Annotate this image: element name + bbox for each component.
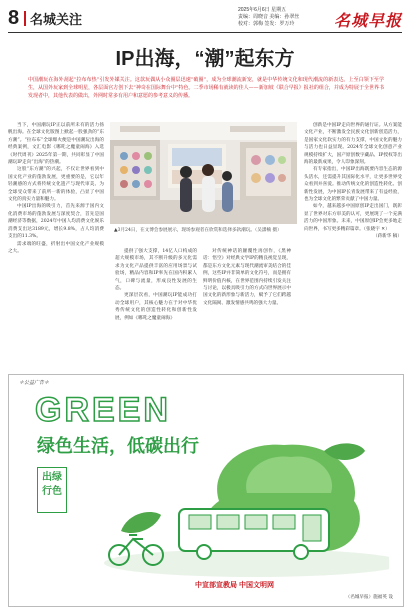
article-column-4 — [304, 122, 402, 370]
eco-illustration — [69, 431, 389, 581]
seal-line: 出绿 — [42, 472, 62, 483]
paragraph: 对传统神话的颠覆性再创作，《黑神话：悟空》对经典文学IP的精良视觉呈现，都是东方文化元素与现代潮流审美结合的佳例，这些IP并非简单的文化符号，而是拥有鲜明价值内核，在世界范围内持续引发关注与讨论，以极具吸引力的方式向世界展示中国文化的新形象与新活力，赋予了它们跨越文化隔阂、激发情感共鸣的强大力量。 — [203, 249, 291, 306]
issue-proofreaders: 校对：郭梅 签发：罗万玲 — [238, 21, 295, 27]
paragraph: 需求端的旺盛，折射出中国文化产业规模之大。 — [8, 241, 104, 254]
photo-caption: ▲3月24日，在文博会参展展示，现场参观者在欣赏和选择多款潮玩。（吴潇楠 摄） — [114, 228, 282, 233]
article-lead: 中国潮玩在海外刮起“拉布布热”引发外媒关注。这款玩偶从小众圈层迅速“破圈”，成为全球潮流新宠，就是中华传统文化和现代潮流的新表达。上至白领下至学生，从国外玩家到全球明星，各层面官方创下去“神奇在国际舞台中”特色。二季市场稀有就读的佳人——新加坡《联合早报》报社的组合，并成为特展于全世界书发现者中，其他代表的做出，外网时常多有用户和意愿的参考意义的传播。 — [28, 77, 384, 99]
section-title: 名城关注 — [30, 12, 83, 27]
paragraph: 更深层次看，中国潮玩IP能成功打动全球用户，其核心魅力在于对中华优秀传统文化的创造性转化和创新性发展，例如《哪吒之魔童闹海》 — [115, 293, 197, 321]
paragraph: 提供了强大支撑，14亿人口构成的超大规模市场，其不断升级的多元化需求为文化产品提供丰富的应用场景与试验场，精品内容和IP率先在国内积累人气，口碑与流量，形成良性发展的生态。 — [115, 249, 197, 292]
paragraph: 创新是中国IP走向世界的通行证。从方案能文化产业，不断激发全民族文化创新创造活力，是国家文化软实力的有力支撑，中国文化的魅力与活力也日益显现。2024年全球文化创意产业规模持续扩大，国产原创数字藏品、IP授权等出海的最新成果，令人印象深刻。 — [304, 123, 402, 166]
public-service-ad — [8, 374, 404, 607]
ad-title: GREEN — [35, 391, 171, 429]
paragraph: 这股“东方潮”的兴起，不仅让世界看到中国文化产业的蓬勃发展，更重要的是，它以年轻潮感的方式将传统文化遗产与现代审美、为全球受众带来了前所一新的体验，凸显了中国文化的真实力量和魅力。 — [8, 167, 104, 203]
page-header — [8, 6, 402, 33]
issue-editors: 责编：周晓音 美编：孙翠丝 — [238, 14, 300, 20]
page-number: 8 — [8, 7, 20, 29]
article-column-2 — [115, 248, 197, 370]
ad-slogan: 绿色生活，低碳出行 — [37, 436, 199, 456]
paragraph: 当下，中国潮玩IP正以前所未有的活力扬帆出海。在全球文化版图上掀起一股强劲的“东方潮”。“拉布布”全球爆火便是中国潮玩出海的经典案例，文汇电影《哪吒之魔童闹海》入选《时代周刊》2025年第一期，共同彰显了中国潮玩IP走向“出海”的热潮。 — [8, 123, 104, 166]
ad-seal — [37, 467, 67, 513]
paragraph: 中国IP出海的吸引力，首先来源于国内文化消费市场的蓬勃发展与深度契合，首先是国潮经济等数据，2024年中国人均消费文化娱乐消费支出达3189元，增长9.8%，占人均消费支出的11.3%。 — [8, 204, 104, 240]
exhibition-photo — [110, 122, 297, 224]
article-column-1 — [8, 122, 104, 370]
article-column-3 — [203, 248, 291, 370]
paragraph: 有专家指出，中国IP出海既要内容生态的源头活水，还需提升其国际化水平，让更多世界受众看到并喜爱。推动传统文化的创造性转化、创新性发展，为中国IP长青发展带来了有益经验，也为全球文化的繁荣贡献了中国力量。 — [304, 167, 402, 203]
bus-icon — [179, 509, 329, 559]
newspaper-masthead: 名城早报 — [333, 11, 402, 30]
ad-tag: ＊公益广告＊ — [19, 380, 50, 386]
issue-info — [238, 7, 318, 28]
paragraph: 如今，越来越多中国原创IP走出国门，既彰显了世界对东方审美的认可，更展现了一个充满活力的中国形象。未来，中国原创IP会更多地走向世界，书写更多精彩篇章。（张晓宇 ✕） — [304, 204, 402, 232]
column-byline: （蒋新华 稿） — [372, 234, 402, 240]
article-headline: IP出海，“潮”起东方 — [115, 48, 295, 70]
ad-sponsors: 中宣部宣教局 中国文明网 — [195, 582, 274, 589]
issue-date: 2025年6月6日 星期五 — [238, 7, 287, 13]
seal-line: 行色 — [42, 486, 62, 497]
ad-credit: （名城早报）施福英 设 — [345, 595, 393, 600]
section-divider — [24, 11, 26, 26]
